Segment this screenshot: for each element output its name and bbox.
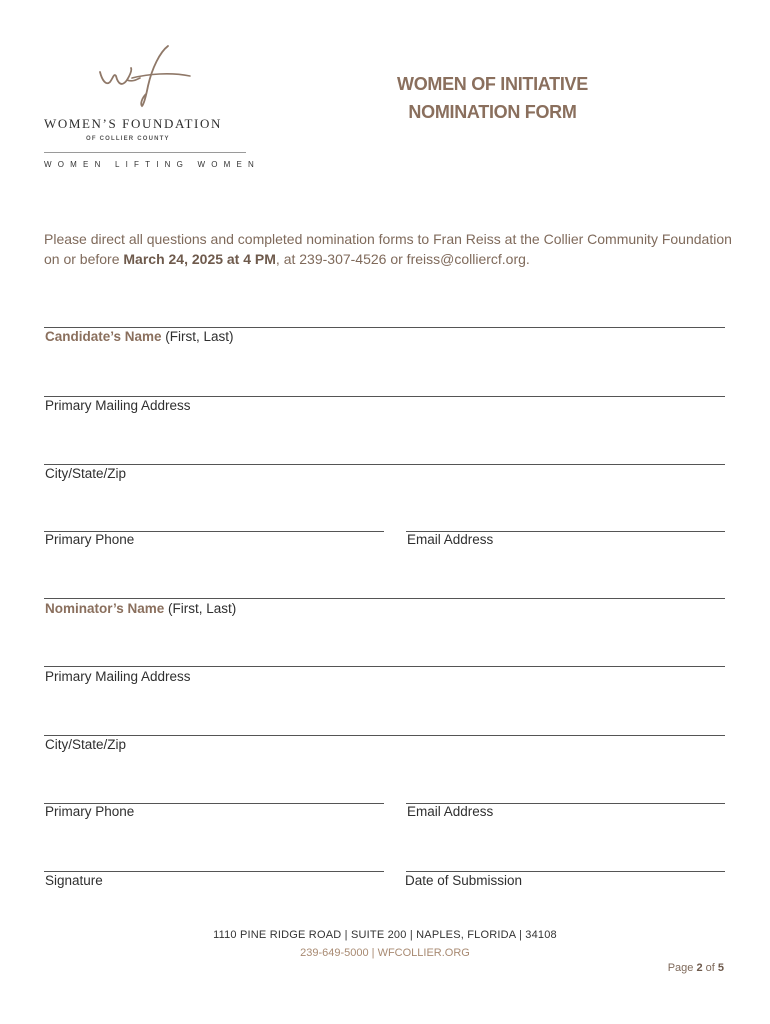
instructions-text: Please direct all questions and completed nomination forms to Fran Reiss at the Collier Community Foundation on or before [44, 231, 732, 267]
candidate-address-label: Primary Mailing Address [45, 398, 191, 413]
submission-date-label: Date of Submission [405, 873, 523, 888]
page-number-prefix: Page [667, 962, 697, 974]
form-title-line-1: WOMEN OF INITIATIVE [397, 74, 588, 94]
candidate-address-field[interactable] [44, 396, 725, 397]
signature-field[interactable] [44, 871, 384, 872]
foundation-logo [40, 40, 261, 175]
nominator-name-field[interactable] [44, 598, 725, 599]
page-number-current: 2 [696, 962, 703, 974]
deadline-text: March 24, 2025 at 4 PM [123, 251, 276, 267]
nominator-email-label: Email Address [407, 804, 494, 819]
logo-tagline: WOMEN LIFTING WOMEN [44, 160, 261, 169]
submission-date-field[interactable] [406, 871, 725, 872]
candidate-name-hint: (First, Last) [161, 329, 234, 344]
form-title-line-2: NOMINATION FORM [408, 102, 577, 122]
nominator-phone-label: Primary Phone [45, 804, 135, 819]
candidate-name-field[interactable] [44, 327, 725, 328]
page-number-mid: of [702, 962, 718, 974]
nominator-city-field[interactable] [44, 735, 725, 736]
instructions-paragraph [44, 229, 734, 269]
candidate-city-field[interactable] [44, 464, 725, 465]
page-number [668, 962, 724, 974]
logo-subtitle: OF COLLIER COUNTY [86, 136, 170, 142]
candidate-email-label: Email Address [407, 532, 494, 547]
signature-label: Signature [45, 873, 103, 888]
contact-text: , at 239-307-4526 or freiss@colliercf.org. [275, 251, 530, 267]
candidate-name-label [45, 329, 234, 344]
candidate-name-label-text: Candidate’s Name [45, 329, 162, 344]
form-title [360, 70, 625, 126]
logo-divider [44, 152, 246, 153]
nominator-name-hint: (First, Last) [164, 601, 237, 616]
footer-address: 1110 PINE RIDGE ROAD | SUITE 200 | NAPLES, FLORIDA | 34108 [213, 929, 557, 941]
candidate-phone-label: Primary Phone [45, 532, 135, 547]
nominator-name-label-text: Nominator’s Name [45, 601, 165, 616]
nominator-city-label: City/State/Zip [45, 737, 127, 752]
logo-name: WOMEN’S FOUNDATION [44, 116, 222, 131]
nominator-address-label: Primary Mailing Address [45, 669, 191, 684]
nominator-name-label [45, 601, 236, 616]
footer-contact: 239-649-5000 | WFCOLLIER.ORG [300, 947, 470, 959]
nominator-address-field[interactable] [44, 666, 725, 667]
page-number-total: 5 [717, 962, 724, 974]
wf-monogram-icon [40, 40, 255, 115]
candidate-city-label: City/State/Zip [45, 466, 127, 481]
